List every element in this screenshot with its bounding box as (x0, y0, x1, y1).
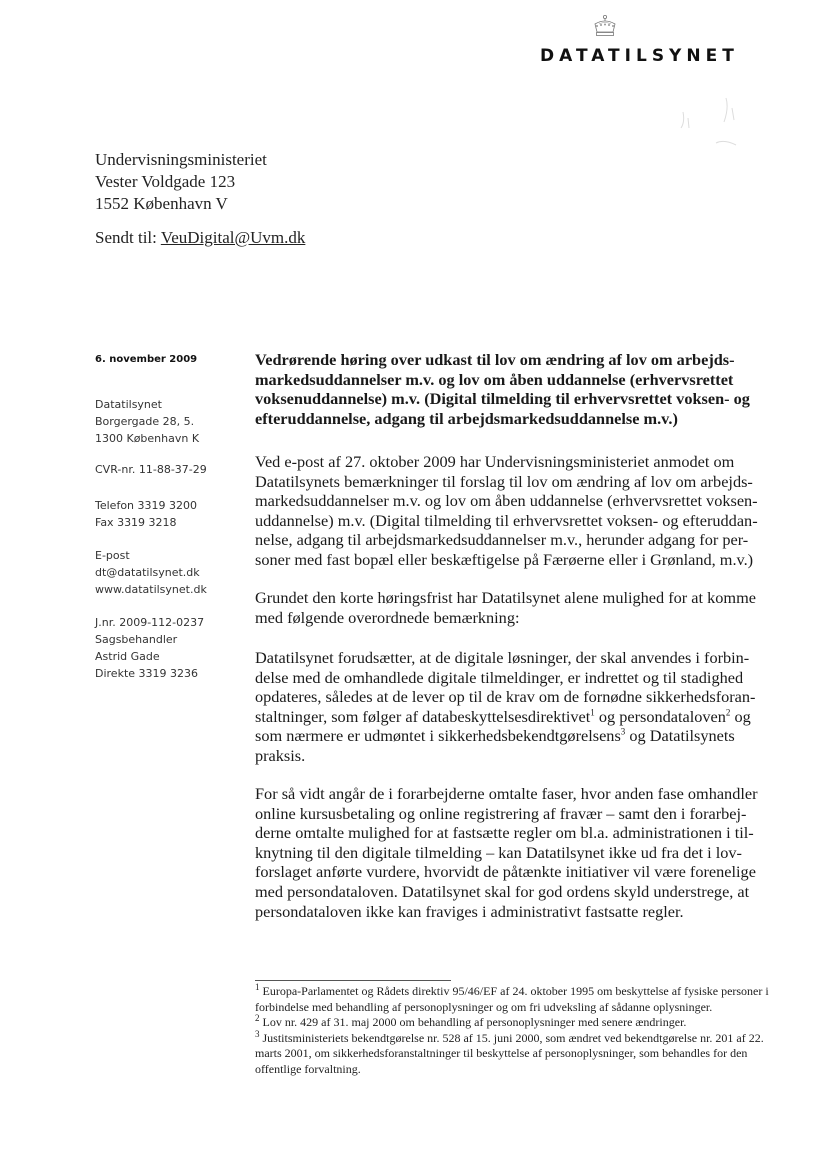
footnote-1 (255, 984, 775, 1015)
phone-block (95, 497, 245, 531)
case-handler-phone: Direkte 3319 3236 (95, 667, 199, 680)
paragraph-1 (255, 452, 775, 570)
sender-address (95, 396, 245, 447)
paragraph-text: og Datatilsynets praksis. (255, 726, 735, 765)
scan-marks (676, 88, 746, 158)
paragraph-3 (255, 648, 775, 766)
email-link[interactable]: dt@datatilsynet.dk (95, 566, 200, 579)
paragraph-text: Datatilsynet forudsætter, at de digitale løsninger, der skal anvendes i forbin-delse med de omhandlede digitale tilmeldinger, er indrettet og til stadighed opdateres, således at de lever op til de krav om de fornødne sikkerhedsforan-staltninger, som følger af databeskyttelsesdirektivet (255, 648, 756, 726)
case-handler-name: Astrid Gade (95, 650, 160, 663)
case-number: J.nr. 2009-112-0237 (95, 616, 205, 629)
sender-line: 1300 København K (95, 432, 200, 445)
footnote-ref-2: 2 (725, 707, 731, 718)
paragraph-4 (255, 784, 775, 921)
footnote-3 (255, 1028, 775, 1078)
case-block (95, 614, 245, 682)
sent-to-label: Sendt til: (95, 228, 161, 247)
contact-block (95, 547, 245, 598)
paragraph-text: og persondataloven (594, 706, 726, 726)
crown-icon (590, 14, 620, 40)
paragraph-text: og som nærmere er udmøntet i sikkerhedsbekendtgørelsens (255, 706, 751, 746)
phone-line: Telefon 3319 3200 (95, 499, 197, 512)
sent-to (95, 228, 305, 248)
recipient-line: Vester Voldgade 123 (95, 172, 236, 191)
sender-line: Borgergade 28, 5. (95, 415, 195, 428)
cvr-number: CVR-nr. 11-88-37-29 (95, 463, 207, 476)
footnote-number: 3 (255, 1028, 260, 1039)
footnote-text: Europa-Parlamentet og Rådets direktiv 95/46/EF af 24. oktober 1995 om beskyttelse af fysiske personer i forbindelse med behandling af personoplysninger og om fri udveksling af sådanne oplysninger. (255, 984, 769, 1014)
case-handler-label: Sagsbehandler (95, 633, 178, 646)
footnote-divider (255, 980, 451, 981)
recipient-address (95, 149, 267, 215)
footnote-text: Justitsministeriets bekendtgørelse nr. 528 af 15. juni 2000, som ændret ved bekendtgørelse nr. 201 af 22. marts 2001, om sikkerhedsforanstaltninger til beskyttelse af personoplysninger, som behandles for den offentlige forvaltning. (255, 1030, 764, 1076)
recipient-line: Undervisningsministeriet (95, 150, 267, 169)
paragraph-text: Ved e-post af 27. oktober 2009 har Undervisningsministeriet anmodet om Datatilsynets bemærkninger til forslag til lov om ændring af lov om arbejds-markedsuddannelser m.v. og lov om åben uddannelse (erhvervsrettet voksen-uddannelse) m.v. (Digital tilmelding til erhvervsrettet voksen- og efteruddan-nelse, adgang til arbejdsmarkedsuddannelser m.v., herunder adgang for per-soner med fast bopæl eller beskæftigelse på Færøerne eller i Grønland, m.v.) (255, 452, 758, 569)
website-link[interactable]: www.datatilsynet.dk (95, 583, 207, 596)
footnotes (255, 984, 775, 1078)
paragraph-text: Grundet den korte høringsfrist har Datatilsynet alene mulighed for at komme med følgende overordnede bemærkning: (255, 588, 756, 627)
recipient-line: 1552 København V (95, 194, 228, 213)
fax-line: Fax 3319 3218 (95, 516, 177, 529)
letter-subject (255, 350, 775, 428)
subject-text: Vedrørende høring over udkast til lov om ændring af lov om arbejds-markedsuddannelser m.v. og lov om åben uddannelse (erhvervsrettet voksenuddannelse) m.v. (Digital tilmelding til erhvervsrettet voksen- og efteruddannelse, adgang til arbejdsmarkedsuddannelse m.v.) (255, 350, 750, 428)
paragraph-2 (255, 588, 775, 627)
letter-date: 6. november 2009 (95, 354, 198, 365)
footnote-number: 2 (255, 1013, 260, 1024)
footnote-text: Lov nr. 429 af 31. maj 2000 om behandling af personoplysninger med senere ændringer. (259, 1015, 687, 1030)
footnote-ref-1: 1 (590, 707, 595, 718)
paragraph-text: For så vidt angår de i forarbejderne omtalte faser, hvor anden fase omhandler online kursusbetaling og online registrering af fravær – samt den i forarbej-derne omtalte mulighed for at fastsætte regler om bl.a. administrationen i til-knytning til den digitale tilmelding – kan Datatilsynet ikke ud fra det i lov-forslaget anførte vurdere, hvorvidt de påtænkte initiativer vil være forenelige med persondataloven. Datatilsynet skal for god ordens skyld understrege, at persondataloven ikke kan fraviges i administrativt fastsatte regler. (255, 784, 758, 921)
logo-text: DATATILSYNET (540, 46, 739, 66)
footnote-2 (255, 1015, 775, 1031)
sent-to-email-link[interactable]: VeuDigital@Uvm.dk (160, 228, 306, 247)
email-label: E-post (95, 549, 130, 562)
footnote-ref-3: 3 (620, 726, 626, 737)
footnote-number: 1 (255, 982, 260, 992)
sender-line: Datatilsynet (95, 398, 162, 411)
